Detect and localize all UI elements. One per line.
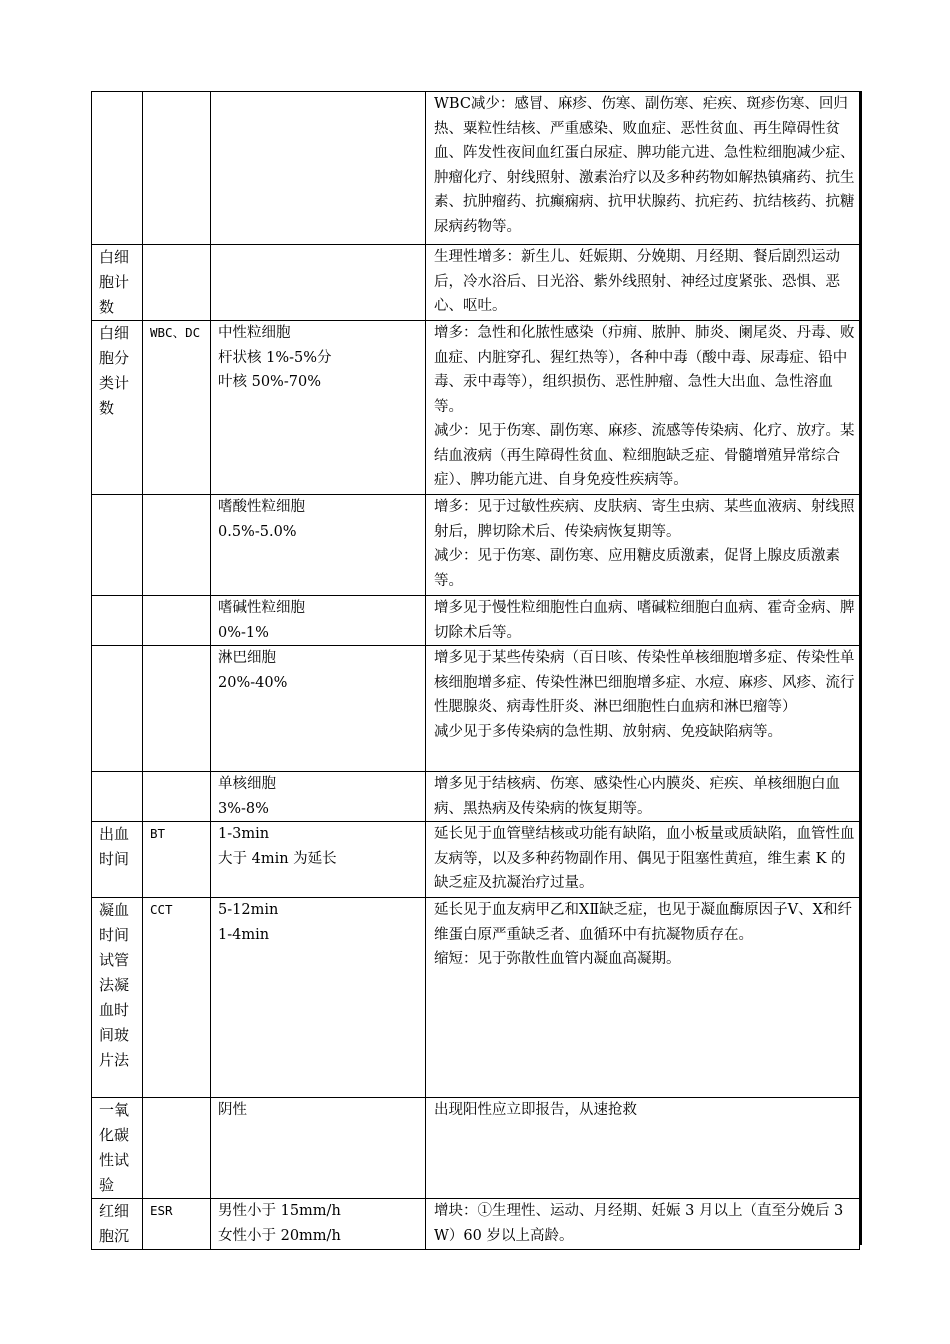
abbr-cell [143, 898, 211, 1098]
table-right-border [860, 91, 862, 1245]
abbr-cell [143, 92, 211, 245]
test-name: 出血时间 [99, 825, 130, 868]
test-name-cell [92, 92, 143, 245]
clinical-significance-cell [426, 1199, 860, 1250]
normal-value: 0.5%-5.0% [218, 523, 297, 540]
test-name: 白细胞计数 [99, 248, 130, 316]
clinical-significance-cell [426, 321, 860, 495]
test-name-cell [92, 321, 143, 495]
test-name: 凝血时间试管法凝血时间玻片法 [99, 901, 130, 1069]
normal-range-cell [211, 1199, 426, 1250]
clinical-significance-cell [426, 245, 860, 321]
abbr-cell [143, 321, 211, 495]
normal-value: 5-12min [218, 902, 279, 918]
normal-value: 1-4min [218, 926, 270, 943]
test-name-cell [92, 646, 143, 772]
clinical-text: 延长见于血管壁结核或功能有缺陷，血小板量或质缺陷，血管性血友病等，以及多种药物副作用、偶见于阻塞性黄疸，维生素 K 的缺乏症及抗凝治疗过量。 [434, 826, 855, 891]
table-row [92, 495, 860, 596]
table-row [92, 1199, 860, 1250]
table-row [92, 898, 860, 1098]
abbr-cell [143, 1199, 211, 1250]
clinical-significance-cell [426, 772, 860, 822]
table-row [92, 1098, 860, 1199]
clinical-text: 生理性增多：新生儿、妊娠期、分娩期、月经期、餐后剧烈运动后，冷水浴后、日光浴、紫外线照射、神经过度紧张、恐惧、恶心、呕吐。 [434, 249, 840, 314]
clinical-significance-cell [426, 898, 860, 1098]
normal-value: 嗜碱性粒细胞 [218, 600, 305, 616]
normal-value: 嗜酸性粒细胞 [218, 499, 305, 515]
abbr-cell [143, 646, 211, 772]
normal-value: 0%-1% [218, 624, 269, 641]
clinical-significance-cell [426, 495, 860, 596]
table-row [92, 596, 860, 646]
clinical-text: 延长见于血友病甲乙和ⅩⅡ缺乏症，也见于凝血酶原因子Ⅴ、Ⅹ和纤维蛋白原严重缺乏者、血循环中有抗凝物质存在。 [434, 902, 852, 943]
test-name-cell [92, 772, 143, 822]
clinical-text: 出现阳性应立即报告，从速抢救 [434, 1102, 637, 1118]
clinical-text: 缩短：见于弥散性血管内凝血高凝期。 [434, 951, 681, 967]
normal-range-cell [211, 1098, 426, 1199]
test-name-cell [92, 822, 143, 898]
normal-range-cell [211, 92, 426, 245]
normal-range-cell [211, 646, 426, 772]
table-row [92, 321, 860, 495]
table-row [92, 822, 860, 898]
clinical-text: 增块：①生理性、运动、月经期、妊娠 3 月以上（直至分娩后 3W）60 岁以上高龄。 [434, 1203, 844, 1244]
test-name-cell [92, 596, 143, 646]
clinical-text: 减少：见于伤寒、副伤寒、麻疹、流感等传染病、化疗、放疗。某结血液病（再生障碍性贫血、粒细胞缺乏症、骨髓增殖异常综合症）、脾功能亢进、自身免疫性疾病等。 [434, 423, 855, 488]
abbr-cell [143, 495, 211, 596]
normal-range-cell [211, 321, 426, 495]
abbr-cell [143, 596, 211, 646]
normal-value: 20%-40% [218, 674, 288, 691]
clinical-text: WBC减少：感冒、麻疹、伤寒、副伤寒、疟疾、斑疹伤寒、回归热、粟粒性结核、严重感染、败血症、恶性贫血、再生障碍性贫血、阵发性夜间血红蛋白尿症、脾功能亢进、急性粒细胞减少症、肿瘤化疗、射线照射、激素治疗以及多种药物如解热镇痛药、抗生素、抗肿瘤药、抗癫痫病、抗甲状腺药、抗疟药、抗结核药、抗糖尿病药物等。 [434, 96, 855, 235]
normal-value: 淋巴细胞 [218, 650, 276, 666]
normal-range-cell [211, 898, 426, 1098]
normal-value: 杆状核 1%-5%分 [218, 349, 332, 366]
clinical-text: 增多：急性和化脓性感染（疖痈、脓肿、肺炎、阑尾炎、丹毒、败血症、内脏穿孔、猩红热等），各种中毒（酸中毒、尿毒症、铅中毒、汞中毒等），组织损伤、恶性肿瘤、急性大出血、急性溶血等。 [434, 325, 855, 415]
normal-value: 单核细胞 [218, 776, 276, 792]
test-name-cell [92, 495, 143, 596]
test-name: 红细胞沉 [99, 1202, 130, 1245]
test-abbr: BT [150, 826, 166, 841]
lab-test-table [91, 91, 861, 1250]
normal-value: 叶核 50%-70% [218, 374, 321, 390]
normal-value: 中性粒细胞 [218, 325, 291, 341]
normal-range-cell [211, 596, 426, 646]
clinical-text: 增多：见于过敏性疾病、皮肤病、寄生虫病、某些血液病、射线照射后，脾切除术后、传染病恢复期等。 [434, 499, 855, 540]
normal-range-cell [211, 495, 426, 596]
normal-range-cell [211, 772, 426, 822]
clinical-significance-cell [426, 596, 860, 646]
test-name-cell [92, 1098, 143, 1199]
test-name: 白细胞分类计数 [99, 324, 130, 417]
test-abbr: ESR [150, 1203, 173, 1218]
normal-value: 大于 4min 为延长 [218, 850, 337, 867]
normal-value: 女性小于 20mm/h [218, 1227, 341, 1244]
clinical-significance-cell [426, 92, 860, 245]
normal-range-cell [211, 822, 426, 898]
test-name-cell [92, 898, 143, 1098]
normal-value: 男性小于 15mm/h [218, 1203, 341, 1219]
normal-value: 1-3min [218, 826, 270, 842]
normal-value: 3%-8% [218, 800, 269, 817]
clinical-significance-cell [426, 822, 860, 898]
clinical-significance-cell [426, 1098, 860, 1199]
test-abbr: WBC、DC [150, 325, 201, 340]
test-abbr: CCT [150, 902, 173, 917]
table-row [92, 772, 860, 822]
test-name-cell [92, 245, 143, 321]
abbr-cell [143, 1098, 211, 1199]
table-row [92, 92, 860, 245]
clinical-text: 增多见于结核病、伤寒、感染性心内膜炎、疟疾、单核细胞白血病、黑热病及传染病的恢复期等。 [434, 776, 840, 817]
abbr-cell [143, 822, 211, 898]
clinical-text: 减少：见于伤寒、副伤寒、应用糖皮质激素，促肾上腺皮质激素等。 [434, 548, 840, 589]
test-name-cell [92, 1199, 143, 1250]
clinical-text: 增多见于某些传染病（百日咳、传染性单核细胞增多症、传染性单核细胞增多症、传染性淋巴细胞增多症、水痘、麻疹、风疹、流行性腮腺炎、病毒性肝炎、淋巴细胞性白血病和淋巴瘤等） [434, 650, 855, 715]
abbr-cell [143, 772, 211, 822]
clinical-text: 增多见于慢性粒细胞性白血病、嗜碱粒细胞白血病、霍奇金病、脾切除术后等。 [434, 600, 855, 641]
abbr-cell [143, 245, 211, 321]
normal-range-cell [211, 245, 426, 321]
table-row [92, 245, 860, 321]
clinical-significance-cell [426, 646, 860, 772]
test-name: 一氧化碳性试验 [99, 1101, 130, 1194]
table-row [92, 646, 860, 772]
normal-value: 阴性 [218, 1102, 247, 1118]
clinical-text: 减少见于多传染病的急性期、放射病、免疫缺陷病等。 [434, 723, 782, 740]
